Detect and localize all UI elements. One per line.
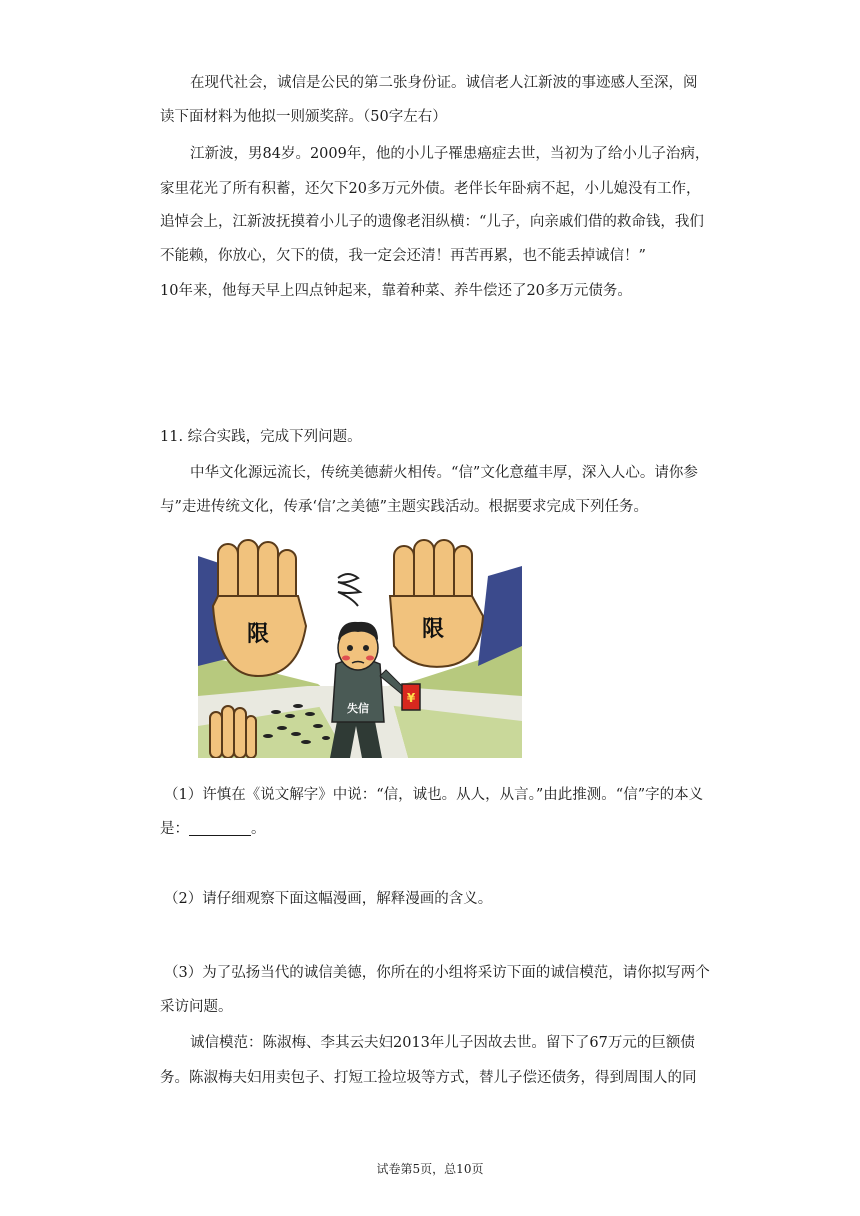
sub-question-1-suffix: 。	[251, 821, 266, 837]
story-line-1: 江新波，男84岁。2009年，他的小儿子罹患癌症去世，当初为了给小儿子治病，	[190, 146, 710, 162]
right-hand	[390, 540, 483, 667]
answer-blank[interactable]	[189, 819, 251, 836]
sub-question-3-line-2: 采访问题。	[160, 999, 233, 1015]
cartoon-svg	[198, 536, 522, 758]
left-hand	[213, 540, 306, 676]
intro-line-1: 在现代社会，诚信是公民的第二张身份证。诚信老人江新波的事迹感人至深，阅	[190, 75, 698, 91]
page-footer: 试卷第5页，总10页	[376, 1162, 484, 1176]
sub-question-3-line-1: （3）为了弘扬当代的诚信美德，你所在的小组将采访下面的诚信模范，请你拟写两个	[164, 965, 710, 981]
sub-question-3-line-3: 诚信模范：陈淑梅、李其云夫妇2013年儿子因故去世。留下了67万元的巨额债	[190, 1035, 695, 1051]
story-line-5: 10年来，他每天早上四点钟起来，靠着种菜、养牛偿还了20多万元债务。	[160, 283, 632, 299]
question-11-line-2: 与”走进传统文化，传承‘信’之美德”主题实践活动。根据要求完成下列任务。	[160, 499, 649, 515]
sub-question-2-line-1: （2）请仔细观察下面这幅漫画，解释漫画的含义。	[164, 891, 493, 907]
question-11-title: 11. 综合实践，完成下列问题。	[160, 429, 362, 445]
sub-question-1-line-1: （1）许慎在《说文解字》中说：“信，诚也。从人，从言。”由此推测。“信”字的本义	[164, 787, 704, 803]
story-line-2: 家里花光了所有积蓄，还欠下20多万元外债。老伴长年卧病不起，小儿媳没有工作，	[160, 181, 701, 197]
story-line-4: 不能赖，你放心，欠下的债，我一定会还清！再苦再累，也不能丢掉诚信！”	[160, 248, 646, 264]
right-hand-text: 限	[421, 617, 445, 642]
left-hand-text: 限	[246, 622, 270, 647]
sub-question-1-line-2	[160, 812, 730, 847]
sub-question-1-prefix: 是：	[160, 821, 189, 837]
dishonesty-badge: 失信	[347, 702, 369, 715]
sub-question-3-line-4: 务。陈淑梅夫妇用卖包子、打短工捡垃圾等方式，替儿子偿还债务，得到周围人的同	[160, 1070, 697, 1086]
intro-line-2: 读下面材料为他拟一则颁奖辞。（50字左右）	[160, 109, 447, 125]
question-11-line-1: 中华文化源远流长，传统美德薪火相传。“信”文化意蕴丰厚，深入人心。请你参	[190, 465, 698, 481]
cartoon-illustration	[198, 536, 522, 758]
yuan-icon: ¥	[406, 691, 416, 705]
story-line-3: 追悼会上，江新波抚摸着小儿子的遗像老泪纵横：“儿子，向亲戚们借的救命钱，我们	[160, 214, 704, 230]
